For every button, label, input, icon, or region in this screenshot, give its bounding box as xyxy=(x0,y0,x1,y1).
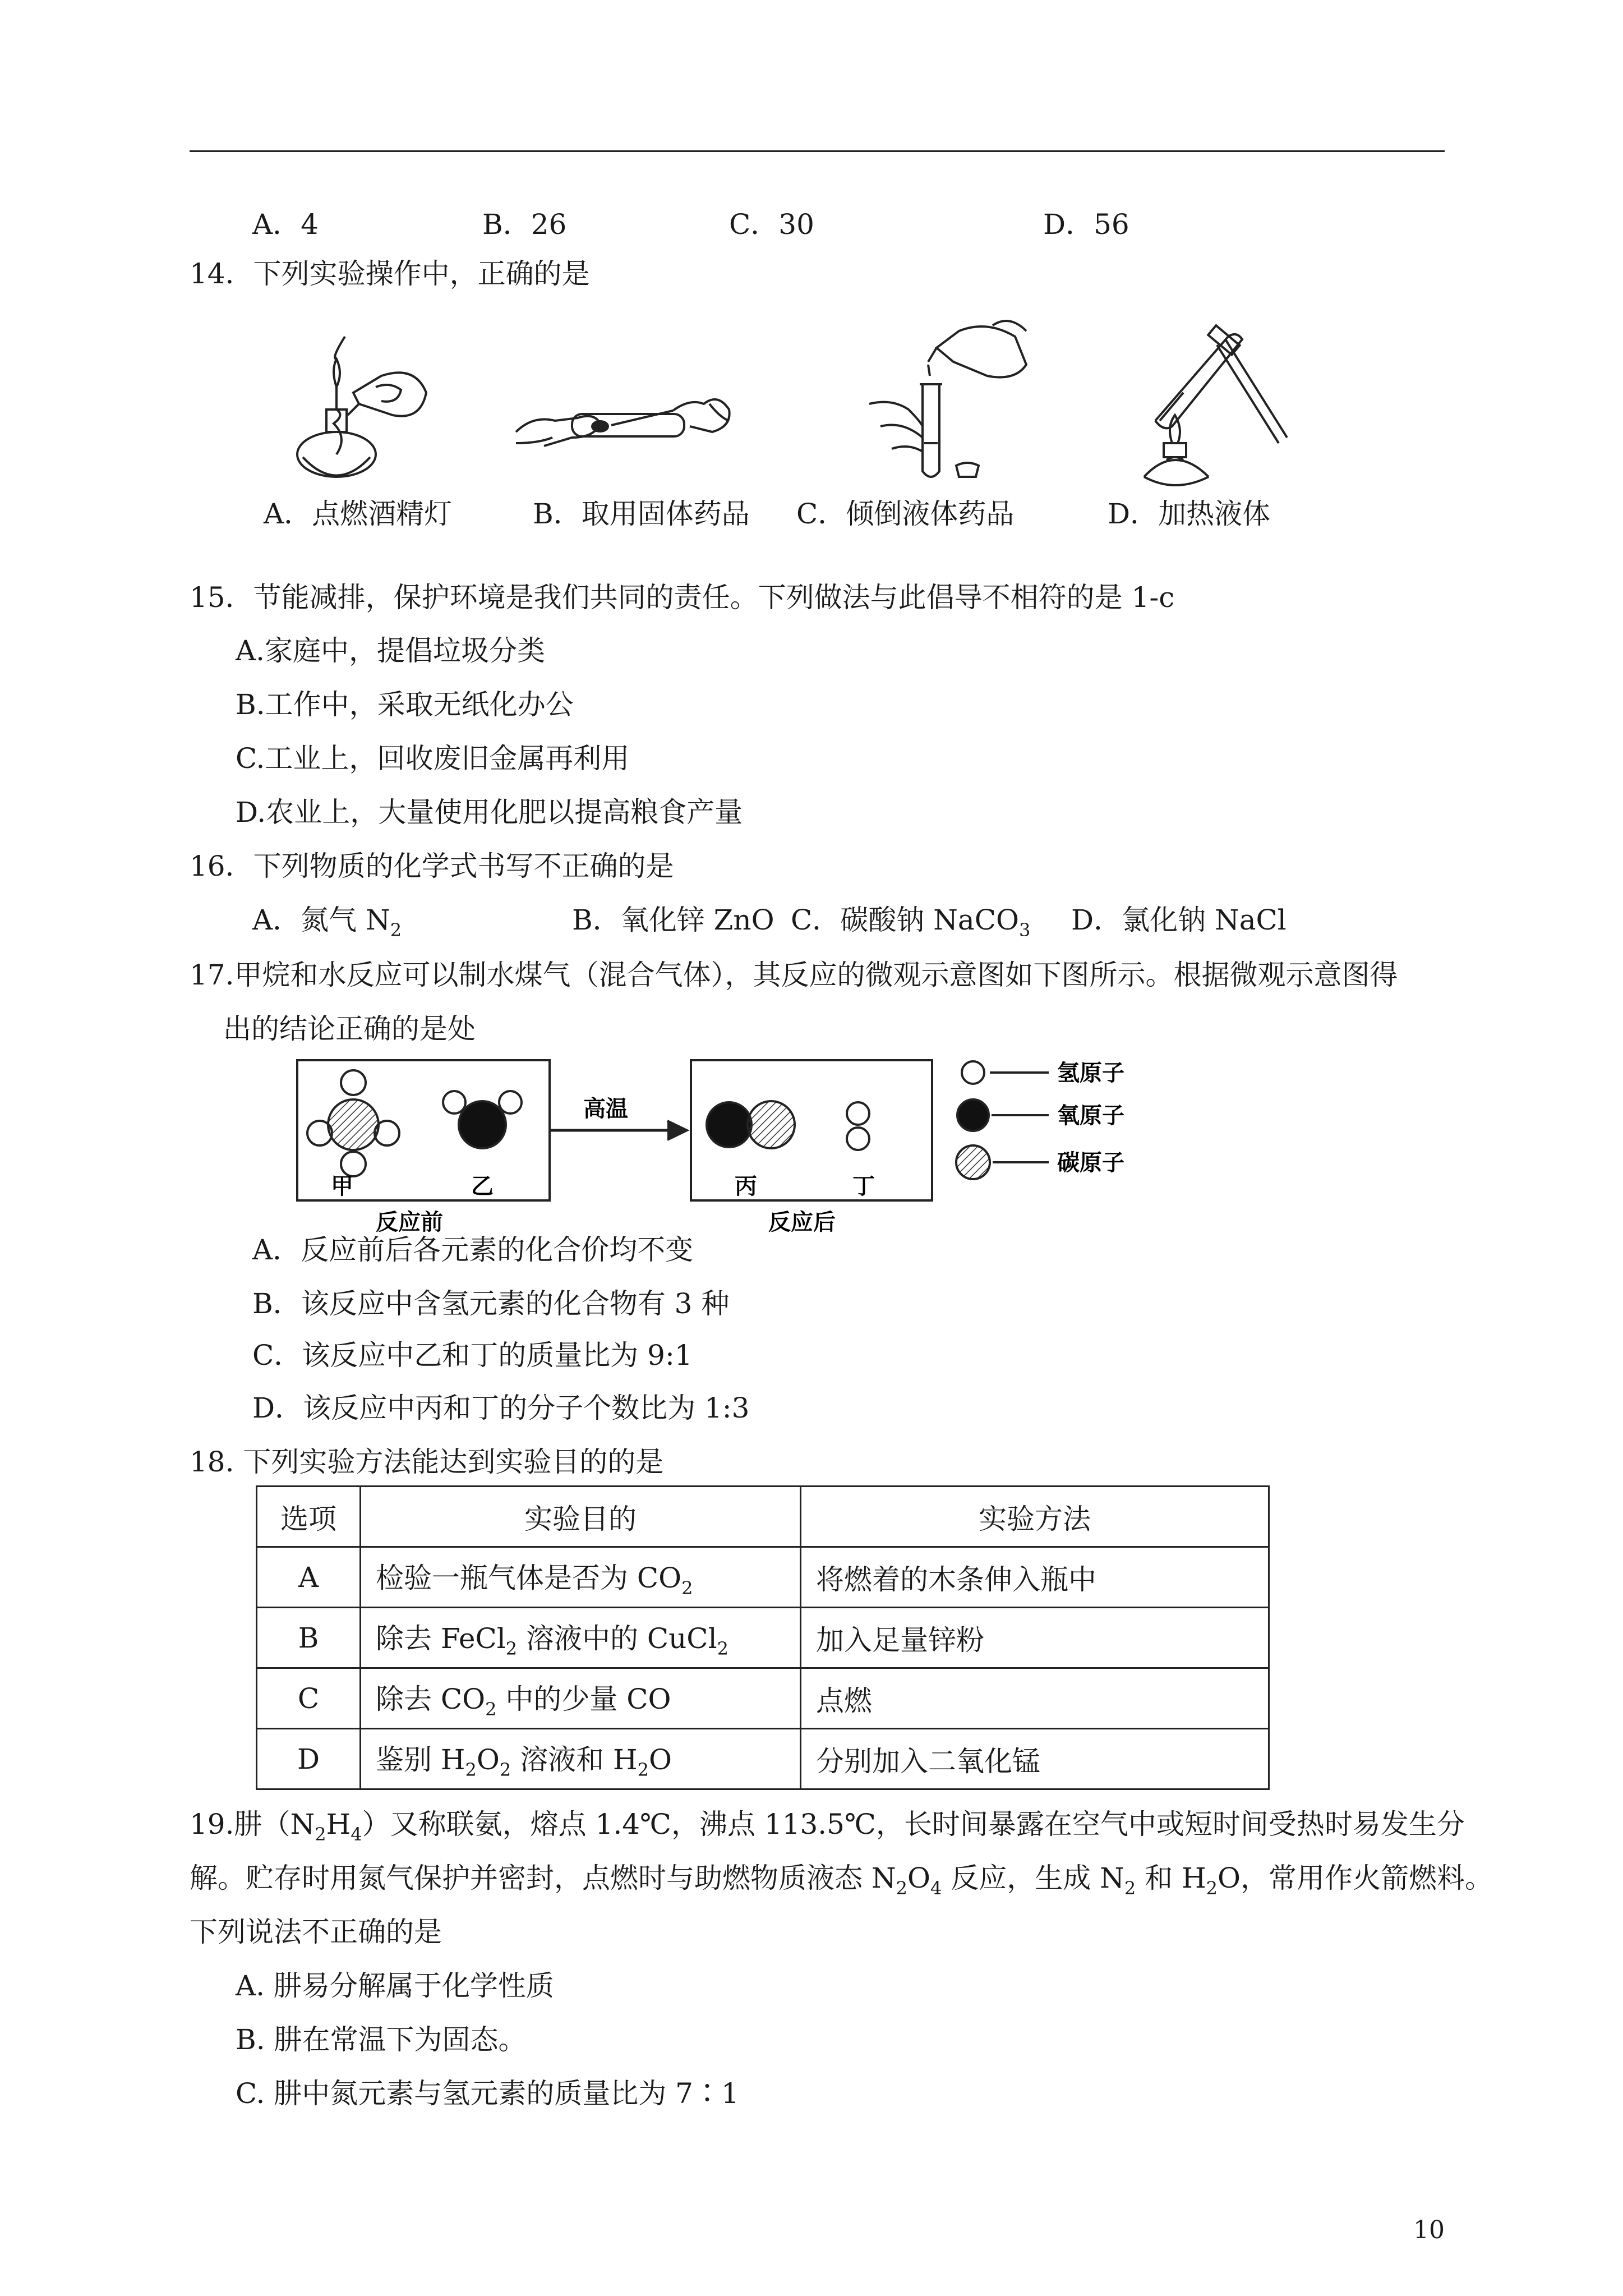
q13-option-a: A．4 xyxy=(252,208,319,241)
q19-line1: 19.肼$(N_2H_4)$又称联氨，熔点 1.4℃，沸点 113.5℃，长时间暴露在空气中或短时间受热时易发生分 xyxy=(190,1808,1465,1845)
q19-option-a: A. 肼易分解属于化学性质 xyxy=(236,1970,554,2002)
header-rule xyxy=(190,150,1445,152)
label-ding: 丁 xyxy=(852,1174,875,1199)
table-cell-option: C xyxy=(257,1668,361,1729)
table-cell-aim: 除去 $CO_2$ 中的少量 CO xyxy=(361,1668,801,1729)
table-row xyxy=(257,1547,1269,1608)
q19-line2: 解。贮存时用氮气保护并密封，点燃时与助燃物质液态 $N_2O_4$ 反应，生成 $N_2$ 和 $H_2O$，常用作火箭燃料。 xyxy=(190,1862,1493,1899)
q19-option-c: C. 肼中氮元素与氢元素的质量比为 7∶1 xyxy=(236,2077,739,2110)
table-cell-option: D xyxy=(257,1729,361,1789)
q14-stem: 14．下列实验操作中，正确的是 xyxy=(190,257,590,290)
q13-option-d: D．56 xyxy=(1043,208,1129,241)
table-cell-option: A xyxy=(257,1547,361,1608)
q19-option-b: B. 肼在常温下为固态。 xyxy=(236,2023,527,2056)
q17-option-b: B．该反应中含氢元素的化合物有 3 种 xyxy=(252,1287,730,1320)
label-bing: 丙 xyxy=(735,1174,757,1199)
legend-hydrogen: 氢原子 xyxy=(1057,1060,1124,1086)
q16-option-c: C．碳酸钠 NaCO$_3$ xyxy=(791,904,1031,941)
q14-caption-c: C．倾倒液体药品 xyxy=(796,498,1015,530)
q14-caption-d: D．加热液体 xyxy=(1108,498,1271,530)
q15-option-c: C.工业上，回收废旧金属再利用 xyxy=(236,742,630,775)
table-cell-method: 将燃着的木条伸入瓶中 xyxy=(801,1547,1269,1608)
q17-stem-line2: 出的结论正确的是处 xyxy=(223,1013,476,1045)
q16-stem: 16．下列物质的化学式书写不正确的是 xyxy=(190,850,674,882)
table-cell-method: 加入足量锌粉 xyxy=(801,1608,1269,1668)
pouring-liquid-illustration xyxy=(858,309,1038,494)
q15-stem: 15．节能减排，保护环境是我们共同的责任。下列做法与此倡导不相符的是 1-c xyxy=(190,581,1175,614)
q15-option-d: D.农业上，大量使用化肥以提高粮食产量 xyxy=(236,796,743,829)
q16-option-d: D．氯化钠 NaCl xyxy=(1071,904,1287,936)
q14-caption-b: B．取用固体药品 xyxy=(533,498,750,530)
heating-liquid-illustration xyxy=(1133,314,1301,494)
q16-option-b: B．氧化锌 ZnO xyxy=(572,904,774,936)
q15-option-a: A.家庭中，提倡垃圾分类 xyxy=(236,634,546,667)
label-yi: 乙 xyxy=(471,1174,494,1199)
q17-option-d: D．该反应中丙和丁的分子个数比为 1:3 xyxy=(252,1392,750,1424)
table-row xyxy=(257,1668,1269,1729)
alcohol-lamp-illustration xyxy=(292,325,437,494)
q15-option-b: B.工作中，采取无纸化办公 xyxy=(236,688,574,721)
table-row xyxy=(257,1729,1269,1789)
q16-option-a: A．氮气 $N_2$ xyxy=(252,904,402,941)
table-header-row xyxy=(257,1487,1269,1547)
legend-oxygen: 氧原子 xyxy=(1057,1103,1124,1129)
q17-stem-line1: 17.甲烷和水反应可以制水煤气（混合气体），其反应的微观示意图如下图所示。根据微观示意图得 xyxy=(190,959,1398,991)
page-number: 10 xyxy=(1413,2216,1445,2244)
arrow-label-gaowen: 高温 xyxy=(583,1096,628,1122)
table-cell-option: B xyxy=(257,1608,361,1668)
q14-caption-a: A．点燃酒精灯 xyxy=(264,498,453,530)
table-header-method: 实验方法 xyxy=(801,1487,1269,1547)
q19-line3: 下列说法不正确的是 xyxy=(190,1916,442,1948)
q18-table xyxy=(256,1485,1270,1790)
legend-carbon: 碳原子 xyxy=(1057,1150,1124,1176)
q13-option-c: C．30 xyxy=(729,208,814,241)
reaction-micro-diagram xyxy=(292,1055,1200,1240)
table-cell-aim: 除去 FeCl$_2$ 溶液中的 CuCl$_2$ xyxy=(361,1608,801,1668)
solid-reagent-illustration xyxy=(510,348,740,477)
table-cell-method: 点燃 xyxy=(801,1668,1269,1729)
table-cell-method: 分别加入二氧化锰 xyxy=(801,1729,1269,1789)
table-row xyxy=(257,1608,1269,1668)
label-after: 反应后 xyxy=(768,1209,836,1235)
q17-option-c: C．该反应中乙和丁的质量比为 9:1 xyxy=(252,1339,693,1372)
table-cell-aim: 鉴别 $H_2O_2$ 溶液和 $H_2O$ xyxy=(361,1729,801,1789)
q17-option-a: A．反应前后各元素的化合价均不变 xyxy=(252,1234,694,1266)
table-header-option: 选项 xyxy=(257,1487,361,1547)
table-cell-aim: 检验一瓶气体是否为 $CO_2$ xyxy=(361,1547,801,1608)
label-before: 反应前 xyxy=(376,1209,443,1235)
q18-stem: 18. 下列实验方法能达到实验目的的是 xyxy=(190,1446,664,1478)
label-jia: 甲 xyxy=(331,1174,353,1199)
table-header-aim: 实验目的 xyxy=(361,1487,801,1547)
q13-option-b: B．26 xyxy=(482,208,567,241)
